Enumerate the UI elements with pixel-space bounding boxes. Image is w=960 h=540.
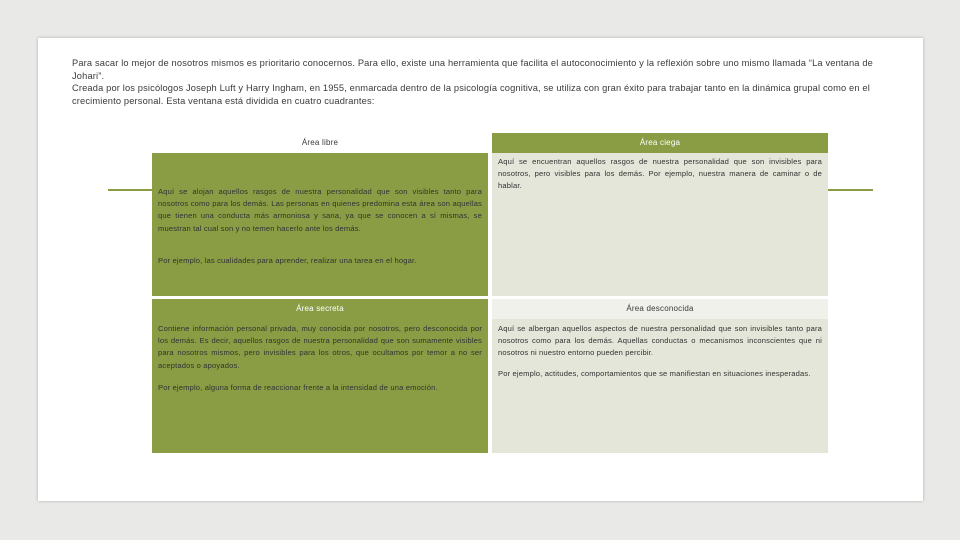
area-secreta-description: Contiene información personal privada, muy conocida por nosotros, pero desconocida por los demás. Es decir, aquellos rasgos de nuestra personalidad que son sumamente visibles para nosotros mismos, pero invisibles para los otros, que ocultamos por temor a no ser aceptados o apoyados. (158, 324, 482, 370)
header-area-libre: Área libre (152, 133, 488, 153)
area-desconocida-example: Por ejemplo, actitudes, comportamientos que se manifiestan en situaciones inesperadas. (498, 368, 811, 378)
cell-area-secreta (152, 319, 488, 453)
johari-window-table (152, 133, 828, 453)
header-area-secreta: Área secreta (152, 299, 488, 319)
cell-area-desconocida (492, 319, 828, 453)
intro-paragraph-1: Para sacar lo mejor de nosotros mismos es prioritario conocernos. Para ello, existe una herramienta que facilita el autoconocimiento y la reflexión sobre uno mismo llamada “La ventana de Johari”. (72, 58, 873, 81)
area-secreta-example: Por ejemplo, alguna forma de reaccionar frente a la intensidad de una emoción. (158, 382, 438, 392)
header-area-ciega: Área ciega (492, 133, 828, 153)
area-desconocida-description: Aquí se albergan aquellos aspectos de nuestra personalidad que son invisibles tanto para nosotros como para los demás. Aquellas conductas o mecanismos inconscientes que ni nosotros ni nuestro entorno pueden percibir. (498, 324, 822, 358)
header-area-desconocida: Área desconocida (492, 299, 828, 319)
area-libre-example: Por ejemplo, las cualidades para aprender, realizar una tarea en el hogar. (158, 256, 417, 265)
area-ciega-description: Aquí se encuentran aquellos rasgos de nuestra personalidad que son invisibles para nosotros, pero visibles para los demás. Por ejemplo, nuestra manera de caminar o de hablar. (498, 157, 822, 191)
intro-text (72, 57, 887, 107)
cell-area-libre (152, 153, 488, 296)
intro-paragraph-2: Creada por los psicólogos Joseph Luft y Harry Ingham, en 1955, enmarcada dentro de la psicología cognitiva, se utiliza con gran éxito para trabajar tanto en la dinámica grupal como en el crecimiento personal. Esta ventana está dividida en cuatro cuadrantes: (72, 83, 870, 106)
area-libre-description: Aquí se alojan aquellos rasgos de nuestra personalidad que son visibles tanto para nosotros como para los demás. Las personas en quienes predomina esta área son aquellas que tienen una conducta más armoniosa y sana, ya que se conocen a sí mismas, se muestran tal cual son y no temen hacerlo ante los demás. (158, 187, 482, 233)
right-accent-line (827, 189, 873, 191)
cell-area-ciega (492, 153, 828, 296)
left-accent-line (108, 189, 154, 191)
